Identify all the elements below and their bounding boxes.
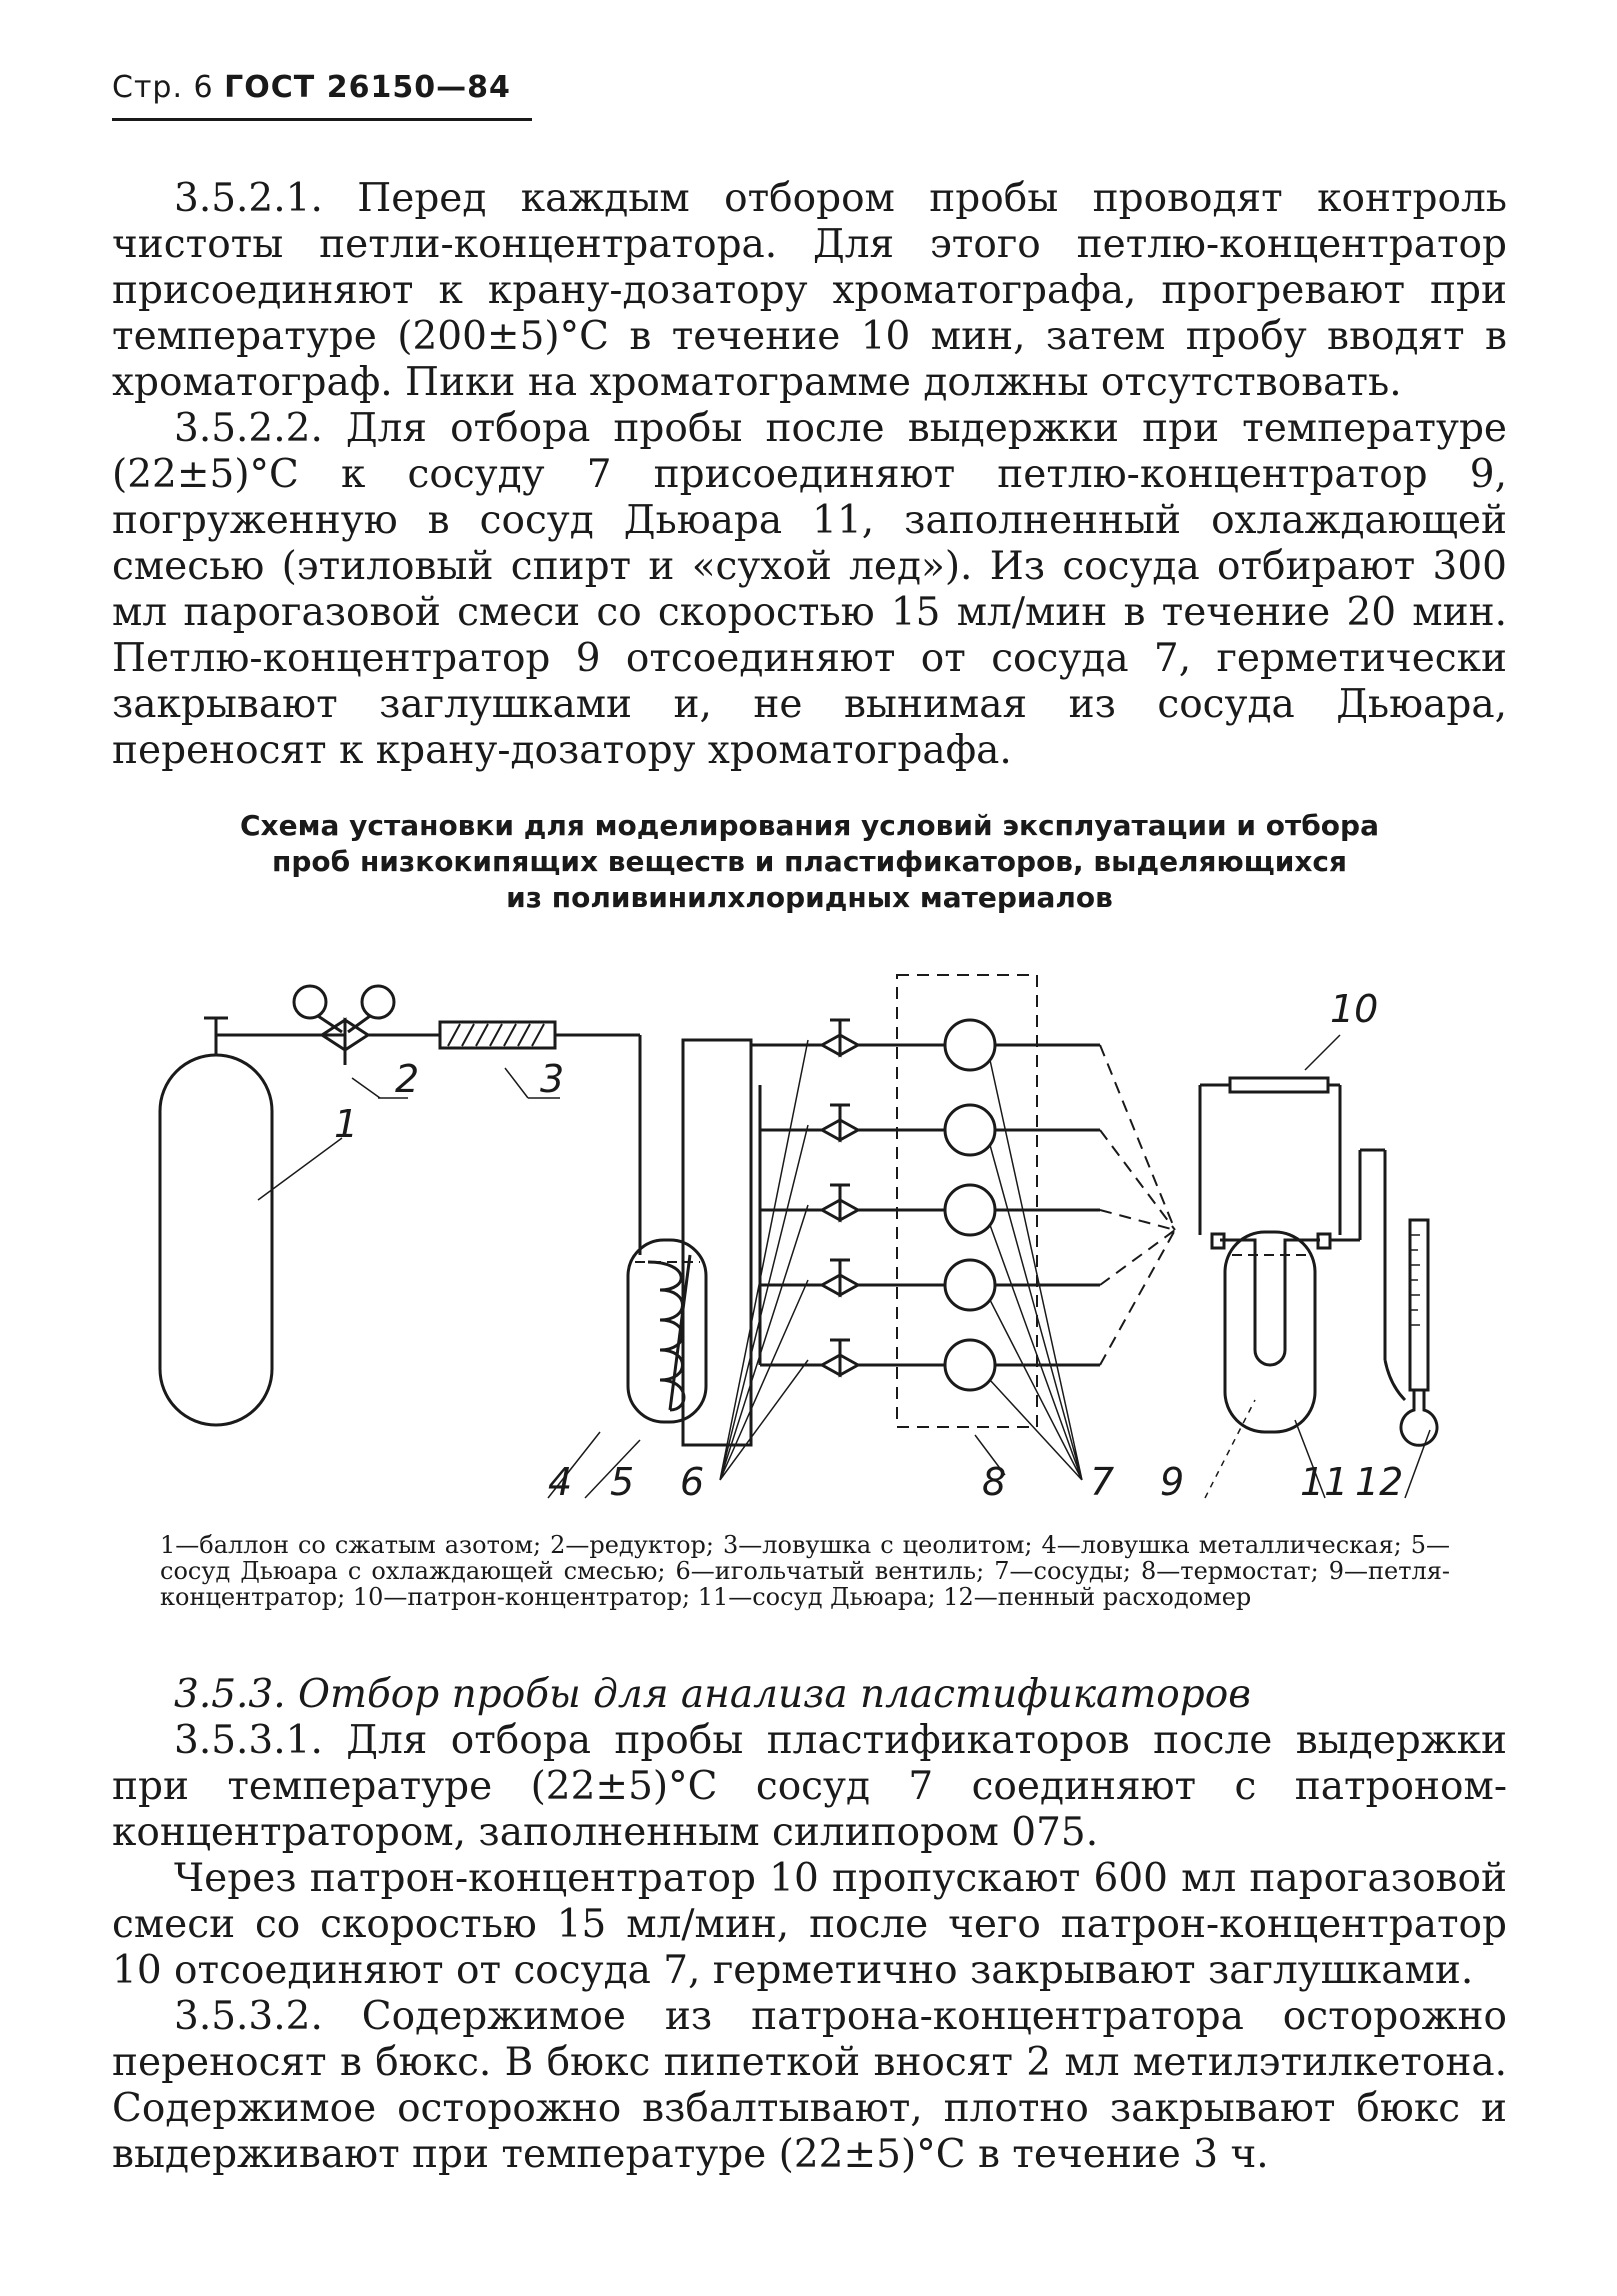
paragraph-3-5-3-2: 3.5.3.2. Содержимое из патрона-концентратора осторожно переносят в бюкс. В бюкс пипеткой вносят 2 мл метилэтилкетона. Содержимое осторожно взбалтывают, плотно закрывают бюкс и выдерживают при температуре (22±5)°С в течение 3 ч. xyxy=(112,1994,1507,2177)
label-5: 5 xyxy=(610,1460,635,1504)
page-number: Стр. 6 xyxy=(112,70,214,105)
label-11: 11 xyxy=(1300,1460,1349,1504)
label-1: 1 xyxy=(334,1102,359,1146)
paragraph-3-5-2-2: 3.5.2.2. Для отбора пробы после выдержки при температуре (22±5)°С к сосуду 7 присоединяют петлю-концентратор 9, погруженную в сосуд Дьюара 11, заполненный охлаждающей смесью (этиловый спирт и «сухой лед»). Из сосуда отбирают 300 мл парогазовой смеси со скоростью 15 мл/мин в течение 20 мин. Петлю-концентратор 9 отсоединяют от сосуда 7, герметически закрывают заглушками и, не вынимая из сосуда Дьюара, переносят к крану-дозатору хроматографа. xyxy=(112,406,1507,773)
label-3: 3 xyxy=(540,1057,565,1101)
needle-valves xyxy=(822,1020,858,1375)
label-9: 9 xyxy=(1160,1460,1185,1504)
standard-code: ГОСТ 26150—84 xyxy=(224,70,511,105)
label-8: 8 xyxy=(982,1460,1007,1504)
pressure-gauge-right xyxy=(362,986,394,1018)
foam-flowmeter xyxy=(1410,1220,1428,1390)
text-block-bottom xyxy=(112,1672,1507,2178)
figure-title-line-2: проб низкокипящих веществ и пластификаторов, выделяющихся xyxy=(272,845,1347,878)
paragraph-3-5-3-1: 3.5.3.1. Для отбора пробы пластификаторов после выдержки при температуре (22±5)°С сосуд 7 соединяют с патроном-концентратором, заполненным силипором 075. xyxy=(112,1718,1507,1855)
label-12: 12 xyxy=(1355,1460,1404,1504)
dewar-vessel xyxy=(628,1240,706,1422)
paragraph-3-5-2-1: 3.5.2.1. Перед каждым отбором пробы проводят контроль чистоты петли-концентратора. Для этого петлю-концентратор присоединяют к крану-дозатору хроматографа, прогревают при температуре (200±5)°С в течение 10 мин, затем пробу вводят в хроматограф. Пики на хроматограмме должны отсутствовать. xyxy=(112,176,1507,405)
gas-column xyxy=(683,1040,751,1445)
figure-title-line-3: из поливинилхлоридных материалов xyxy=(506,881,1113,914)
label-7: 7 xyxy=(1090,1460,1115,1504)
paragraph-cartridge: Через патрон-концентратор 10 пропускают 600 мл парогазовой смеси со скоростью 15 мл/мин, после чего патрон-концентратор 10 отсоединяют от сосуда 7, герметично закрывают заглушками. xyxy=(112,1856,1507,1993)
thermostat xyxy=(897,975,1037,1427)
sample-vessels xyxy=(945,1020,995,1390)
pressure-gauge-left xyxy=(294,986,326,1018)
label-10: 10 xyxy=(1330,987,1379,1031)
figure-title-line-1: Схема установки для моделирования условий эксплуатации и отбора xyxy=(240,809,1379,842)
dewar-small xyxy=(1225,1232,1315,1432)
loop-concentrator xyxy=(1220,1240,1320,1365)
label-2: 2 xyxy=(395,1057,420,1101)
label-6: 6 xyxy=(680,1460,705,1504)
cartridge-concentrator xyxy=(1230,1078,1328,1092)
section-heading-3-5-3: 3.5.3. Отбор пробы для анализа пластификаторов xyxy=(174,1672,1251,1717)
figure-legend: 1—баллон со сжатым азотом; 2—редуктор; 3—ловушка с цеолитом; 4—ловушка металлическая; 5—сосуд Дьюара с охлаждающей смесью; 6—игольчатый вентиль; 7—сосуды; 8—термостат; 9—петля-концентратор; 10—патрон-концентратор; 11—сосуд Дьюара; 12—пенный расходомер xyxy=(160,1531,1450,1611)
nitrogen-cylinder xyxy=(160,1055,272,1425)
label-4: 4 xyxy=(548,1460,573,1504)
